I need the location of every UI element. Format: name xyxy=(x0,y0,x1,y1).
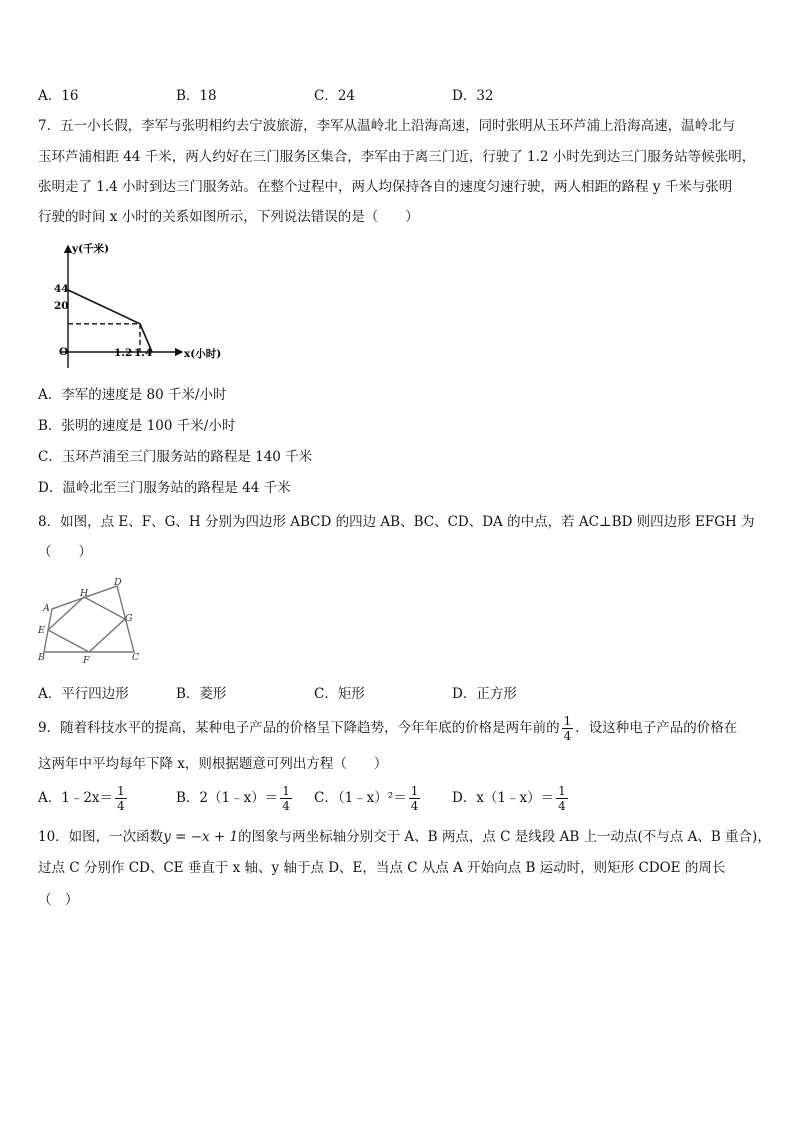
q7-text-line-2: 玉环芦浦相距 44 千米，两人约好在三门服务区集合，李军由于离三门近，行驶了 1.2 小时先到达三门服务站等候张明， xyxy=(38,149,756,165)
label-b: B xyxy=(38,652,45,663)
q9-option-a: A．1﹣2x＝ $\frac{1}{4}$ xyxy=(38,784,125,813)
q6-option-b: B．18 xyxy=(176,88,217,104)
q8-text-line-1: 8．如图，点 E、F、G、H 分别为四边形 ABCD 的四边 AB、BC、CD、DA 的中点，若 AC⊥BD 则四边形 EFGH 为 xyxy=(38,514,755,530)
q10-text-line-2: 过点 C 分别作 CD、CE 垂直于 x 轴、y 轴于点 D、E，当点 C 从点 A 开始向点 B 运动时，则矩形 CDOE 的周长 xyxy=(38,860,726,876)
q9-text-line-1 xyxy=(38,710,737,746)
label-c: C xyxy=(132,652,140,663)
y-tick-20: 20 xyxy=(54,300,69,312)
quadrilateral-efgh xyxy=(48,597,125,652)
origin-label: O xyxy=(59,346,69,358)
q8-option-d: D．正方形 xyxy=(452,686,517,702)
label-d: D xyxy=(114,577,122,588)
q7-distance-time-graph xyxy=(50,238,240,376)
y-axis-label: y(千米) xyxy=(72,243,110,255)
label-g: G xyxy=(125,613,133,624)
q8-option-a: A．平行四边形 xyxy=(38,686,129,702)
q6-option-a: A．16 xyxy=(38,88,79,104)
x-tick-1-4: 1.4 xyxy=(134,347,153,359)
q8-text-line-2: （ ） xyxy=(38,544,92,560)
q7-option-a: A．李军的速度是 80 千米/小时 xyxy=(38,387,227,403)
q9-option-d: D．x（1﹣x）＝ $\frac{1}{4}$ xyxy=(452,784,566,813)
q7-text-line-1: 7．五一小长假，李军与张明相约去宁波旅游，李军从温岭北上沿海高速，同时张明从玉环芦浦上沿海高速，温岭北与 xyxy=(38,118,736,134)
label-h: H xyxy=(80,588,89,599)
q8-option-b: B．菱形 xyxy=(176,686,227,702)
q7-text-line-4: 行驶的时间 x 小时的关系如图所示，下列说法错误的是（ ） xyxy=(38,209,419,225)
q6-option-c: C．24 xyxy=(314,88,356,104)
q10-text-line-3: （ ） xyxy=(38,892,79,908)
q7-option-d: D．温岭北至三门服务站的路程是 44 千米 xyxy=(38,480,291,496)
q9-option-b: B．2（1﹣x）＝ $\frac{1}{4}$ xyxy=(176,784,290,813)
q10-text-line-1: 10．如图，一次函数y = −x + 1的图象与两坐标轴分别交于 A、B 两点，点 C 是线段 AB 上一动点(不与点 A、B 重合)， xyxy=(38,829,771,845)
q7-option-c: C．玉环芦浦至三门服务站的路程是 140 千米 xyxy=(38,449,313,465)
q10-function: y = −x + 1 xyxy=(163,829,239,845)
q8-option-c: C．矩形 xyxy=(314,686,365,702)
x-tick-1-2: 1.2 xyxy=(114,347,133,359)
q9-option-c: C．（1﹣x）²＝ $\frac{1}{4}$ xyxy=(314,784,419,813)
label-a: A xyxy=(43,603,50,614)
label-e: E xyxy=(38,625,45,636)
q8-quadrilateral-figure xyxy=(36,576,146,666)
q9-fraction: $\frac{1}{4}$ xyxy=(563,714,572,743)
q6-option-d: D．32 xyxy=(452,88,494,104)
q7-text-line-3: 张明走了 1.4 小时到达三门服务站。在整个过程中，两人均保持各自的速度匀速行驶，两人相距的路程 y 千米与张明 xyxy=(38,179,733,195)
y-tick-44: 44 xyxy=(54,283,69,295)
label-f: F xyxy=(83,655,90,666)
q7-option-b: B．张明的速度是 100 千米/小时 xyxy=(38,418,236,434)
q9-text-post: ．设这种电子产品的价格在 xyxy=(575,720,738,736)
x-axis-label: x(小时) xyxy=(184,348,222,360)
q9-text-line-2: 这两年中平均每年下降 x，则根据题意可列出方程（ ） xyxy=(38,756,388,772)
q9-text-pre: 9．随着科技水平的提高，某种电子产品的价格呈下降趋势，今年年底的价格是两年前的 xyxy=(38,720,560,736)
